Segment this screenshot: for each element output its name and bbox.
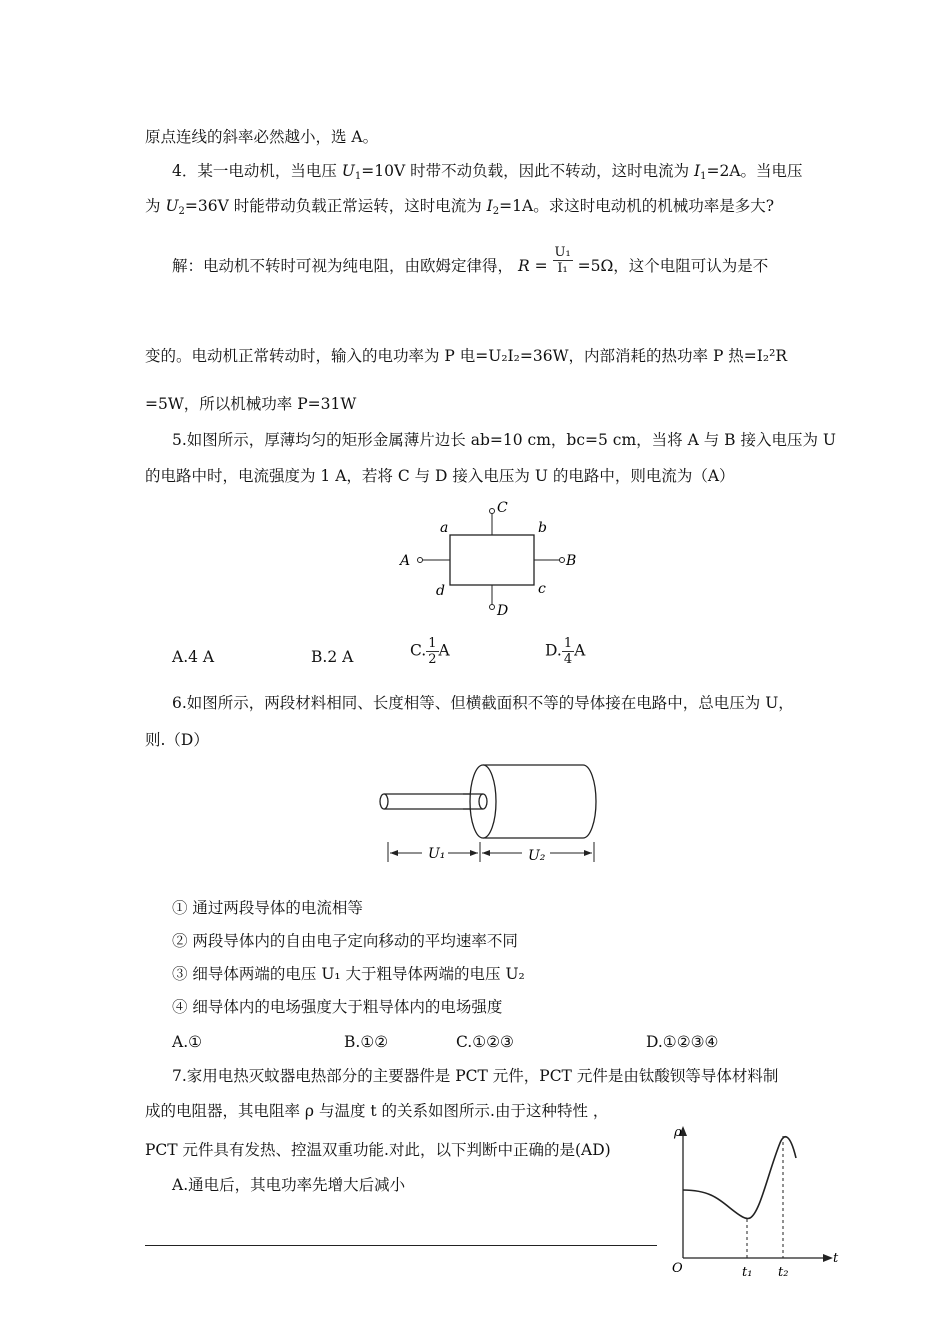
q6-line1: 6.如图所示，两段材料相同、长度相等、但横截面积不等的导体接在电路中，总电压为 U， [172,694,794,712]
q7-line3: PCT 元件具有发热、控温双重功能.对此，以下判断中正确的是(AD) [145,1141,611,1159]
q6-statement-4: ④ 细导体内的电场强度大于粗导体内的电场强度 [172,998,503,1016]
axis-label-t: t [833,1251,839,1266]
label-A: A [400,553,411,569]
tick-label-t1: t₁ [742,1265,753,1280]
q5-option-a: A.4 A [172,648,215,666]
label-u1: U₁ [428,846,446,862]
label-u2: U₂ [528,848,546,864]
origin-label: O [672,1261,683,1276]
label-b: b [538,520,547,536]
label-d: d [436,583,445,599]
q6-option-b: B.①② [344,1033,389,1051]
q6-statement-1: ① 通过两段导体的电流相等 [172,899,363,917]
q4-solution-line3: =5W，所以机械功率 P=31W [145,395,357,413]
q6-option-c: C.①②③ [456,1033,514,1051]
q4-line2: 为 $U_2=36V$ 时能带动负载正常运转，这时电流为 $I_2=1A$。求这时电动机的机械功率是多大? [145,197,775,217]
label-D: D [497,603,509,619]
text-line: 原点连线的斜率必然越小，选 A。 [145,128,379,146]
q5-option-d: D. $\frac{1}{4}$ A [545,636,586,667]
q5-option-c: C. $\frac{1}{2}$ A [410,636,450,667]
label-c: c [538,581,546,597]
rectangle-plate-diagram [380,495,590,620]
q4-solution-line1: 解：电动机不转时可视为纯电阻，由欧姆定律得， R = $\frac{\text{U₁}}{\text{I₁}}$ =5Ω，这个电阻可认为是不 [172,244,769,276]
tick-label-t2: t₂ [778,1265,789,1280]
footnote-rule [145,1245,657,1246]
label-B: B [566,553,577,569]
label-a: a [440,520,449,536]
q7-line2: 成的电阻器，其电阻率 ρ 与温度 t 的关系如图所示.由于这种特性 ， [145,1102,609,1120]
axis-label-rho: ρ [674,1125,682,1140]
q5-line2: 的电路中时，电流强度为 1 A，若将 C 与 D 接入电压为 U 的电路中，则电流为（A） [145,467,735,485]
q4-solution-line2: 变的。电动机正常转动时，输入的电功率为 P 电=U₂I₂=36W，内部消耗的热功率 P 热=I₂²R [145,347,788,365]
q6-option-a: A.① [172,1033,203,1051]
q5-line1: 5.如图所示，厚薄均匀的矩形金属薄片边长 ab=10 cm，bc=5 cm，当将 A 与 B 接入电压为 U [172,431,836,449]
q6-statement-2: ② 两段导体内的自由电子定向移动的平均速率不同 [172,932,518,950]
q4-line1: 4．某一电动机，当电压 $U_1=10V$ 时带不动负载，因此不转动，这时电流为 $I_1=2A$。当电压 [172,162,803,182]
q6-statement-3: ③ 细导体两端的电压 U₁ 大于粗导体两端的电压 U₂ [172,965,525,983]
q6-line2: 则.（D） [145,731,209,749]
q6-option-d: D.①②③④ [646,1033,719,1051]
q7-option-a: A.通电后，其电功率先增大后减小 [172,1176,406,1194]
q5-option-b: B.2 A [311,648,354,666]
resistivity-temperature-graph [668,1118,848,1283]
q7-line1: 7.家用电热灭蚊器电热部分的主要器件是 PCT 元件，PCT 元件是由钛酸钡等导体材料制 [172,1067,779,1085]
label-C: C [497,500,508,516]
fraction-u1-i1: $\frac{\text{U₁}}{\text{I₁}}$ [554,244,571,276]
conductor-diagram [370,760,610,875]
